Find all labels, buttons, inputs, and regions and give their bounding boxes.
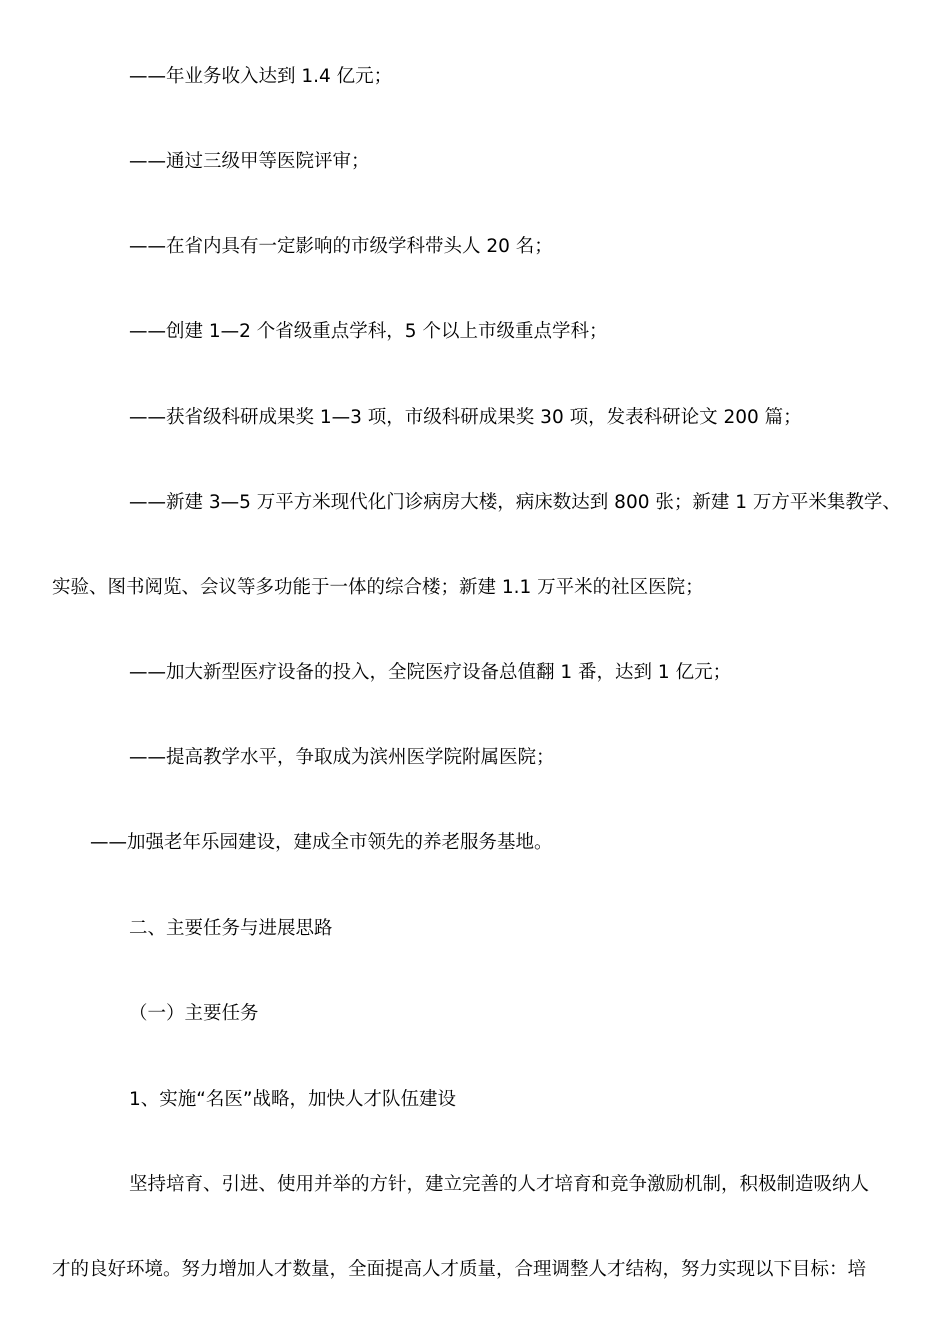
subsection-heading: （一）主要任务 xyxy=(129,1003,259,1024)
goal-line-revenue: ——年业务收入达到 1.4 亿元； xyxy=(129,66,393,87)
goal-line-new-building-cont: 实验、图书阅览、会议等多功能于一体的综合楼；新建 1.1 万平米的社区医院； xyxy=(52,577,704,598)
goal-line-equipment: ——加大新型医疗设备的投入，全院医疗设备总值翻 1 番，达到 1 亿元； xyxy=(129,662,732,683)
goal-line-hospital-grade: ——通过三级甲等医院评审； xyxy=(129,151,370,172)
item-heading: 1、实施“名医”战略，加快人才队伍建设 xyxy=(129,1089,456,1110)
goal-line-research-awards: ——获省级科研成果奖 1—3 项，市级科研成果奖 30 项，发表科研论文 200 篇； xyxy=(129,407,802,428)
goal-line-discipline-leaders: ——在省内具有一定影响的市级学科带头人 20 名； xyxy=(129,236,553,257)
goal-line-new-building: ——新建 3—5 万平方米现代化门诊病房大楼，病床数达到 800 张；新建 1 万方平米集教学、 xyxy=(129,492,901,513)
body-paragraph-line-2: 才的良好环境。努力增加人才数量，全面提高人才质量，合理调整人才结构，努力实现以下目标：培 xyxy=(52,1259,867,1280)
goal-line-teaching: ——提高教学水平，争取成为滨州医学院附属医院； xyxy=(129,747,555,768)
goal-line-elderly-care: ——加强老年乐园建设，建成全市领先的养老服务基地。 xyxy=(90,832,553,853)
body-paragraph-line-1: 坚持培育、引进、使用并举的方针，建立完善的人才培育和竞争激励机制，积极制造吸纳人 xyxy=(129,1174,870,1195)
section-heading: 二、主要任务与进展思路 xyxy=(129,918,333,939)
goal-line-key-disciplines: ——创建 1—2 个省级重点学科，5 个以上市级重点学科； xyxy=(129,321,608,342)
